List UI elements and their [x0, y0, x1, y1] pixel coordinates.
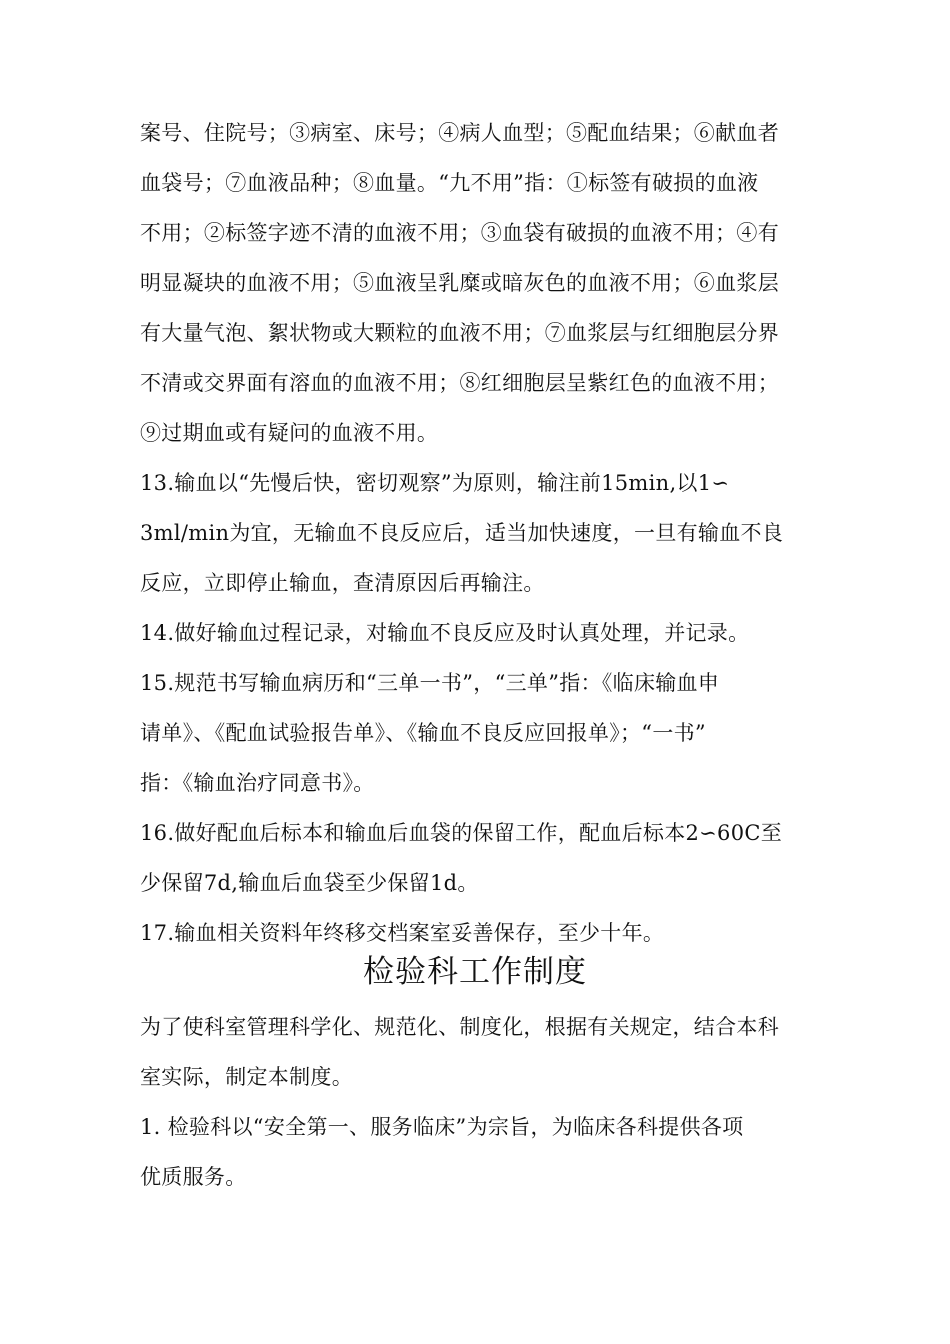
section-title: 检验科工作制度 — [363, 954, 587, 990]
item-17-line: 17.输血相关资料年终移交档案室妥善保存，至少十年。 — [140, 921, 665, 945]
text-line: 少保留7d,输血后血袋至少保留1d。 — [140, 871, 479, 895]
item-13-line: 13.输血以“先慢后快，密切观察”为原则，输注前15min,以1∽ — [140, 471, 730, 495]
text-line: 优质服务。 — [140, 1165, 247, 1189]
text-line: 不清或交界面有溶血的血液不用；⑧红细胞层呈紫红色的血液不用； — [140, 371, 779, 395]
text-line: 明显凝块的血液不用；⑤血液呈乳糜或暗灰色的血液不用；⑥血浆层 — [140, 271, 779, 295]
text-line: 案号、住院号；③病室、床号；④病人血型；⑤配血结果；⑥献血者 — [140, 121, 779, 145]
item-1-line: 1. 检验科以“安全第一、服务临床”为宗旨，为临床各科提供各项 — [140, 1115, 744, 1139]
text-line: 指：《输血治疗同意书》。 — [140, 771, 375, 795]
item-14-line: 14.做好输血过程记录，对输血不良反应及时认真处理，并记录。 — [140, 621, 750, 645]
text-line: ⑨过期血或有疑问的血液不用。 — [140, 421, 439, 445]
text-line: 血袋号；⑦血液品种；⑧血量。“九不用”指：①标签有破损的血液 — [140, 171, 759, 195]
text-line: 有大量气泡、絮状物或大颗粒的血液不用；⑦血浆层与红细胞层分界 — [140, 321, 779, 345]
intro-line: 室实际，制定本制度。 — [140, 1065, 353, 1089]
text-line: 3ml/min为宜，无输血不良反应后，适当加快速度，一旦有输血不良 — [140, 521, 784, 545]
item-16-line: 16.做好配血后标本和输血后血袋的保留工作，配血后标本2∽60C至 — [140, 821, 783, 845]
text-line: 反应，立即停止输血，查清原因后再输注。 — [140, 571, 545, 595]
text-line: 请单》、《配血试验报告单》、《输血不良反应回报单》；“一书” — [140, 721, 706, 745]
item-15-line: 15.规范书写输血病历和“三单一书”，“三单”指：《临床输血申 — [140, 671, 720, 695]
text-line: 不用；②标签字迹不清的血液不用；③血袋有破损的血液不用；④有 — [140, 221, 779, 245]
intro-line: 为了使科室管理科学化、规范化、制度化，根据有关规定，结合本科 — [140, 1015, 779, 1039]
